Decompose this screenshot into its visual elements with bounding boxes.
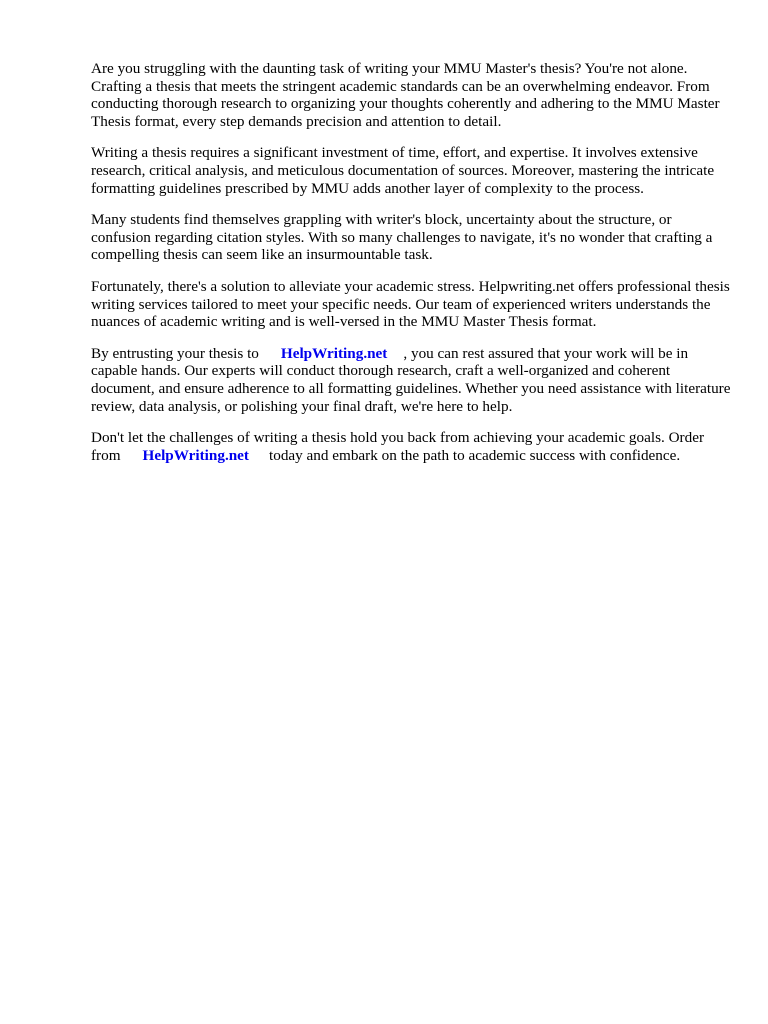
paragraph-entrust: [91, 345, 731, 415]
paragraph-investment: Writing a thesis requires a significant investment of time, effort, and expertise. It involves extensive research, critical analysis, and meticulous documentation of sources. Moreover, mastering the intricate formatting guidelines prescribed by MMU adds another layer of complexity to the process.: [91, 144, 715, 197]
paragraph-solution: Fortunately, there's a solution to alleviate your academic stress. Helpwriting.net offers professional thesis writing services tailored to meet your specific needs. Our team of experienced writers understands the nuances of academic writing and is well-versed in the MMU Master Thesis format.: [91, 277, 730, 331]
entrust-text-before: By entrusting your thesis to: [91, 344, 259, 362]
order-text-before: Don't let the challenges of writing a thesis hold you back from achieving your academic goals. Order from: [91, 429, 705, 464]
paragraph-challenges: Many students find themselves grappling with writer's block, uncertainty about the structure, or confusion regarding citation styles. With so many challenges to navigate, it's no wonder that crafting a compelling thesis can seem like an insurmountable task.: [91, 211, 713, 264]
paragraph-order: [91, 429, 731, 464]
paragraph-intro: Are you struggling with the daunting task of writing your MMU Master's thesis? You're not alone. Crafting a thesis that meets the stringent academic standards can be an overwhelming endeavor. From conducting thorough research to organizing your thoughts coherently and adhering to the MMU Master Thesis format, every step demands precision and attention to detail.: [91, 60, 720, 130]
document-page: [91, 60, 731, 478]
order-text-after: today and embark on the path to academic success with confidence.: [269, 446, 681, 464]
helpwriting-link[interactable]: HelpWriting.net: [280, 344, 388, 362]
helpwriting-order-link[interactable]: HelpWriting.net: [142, 446, 249, 464]
entrust-text-after: , you can rest assured that your work will be in capable hands. Our experts will conduct thorough research, craft a well-organized and coherent document, and ensure adherence to all formatting guidelines. Whether you need assistance with literature review, data analysis, or polishing your final draft, we're here to help.: [91, 344, 731, 415]
